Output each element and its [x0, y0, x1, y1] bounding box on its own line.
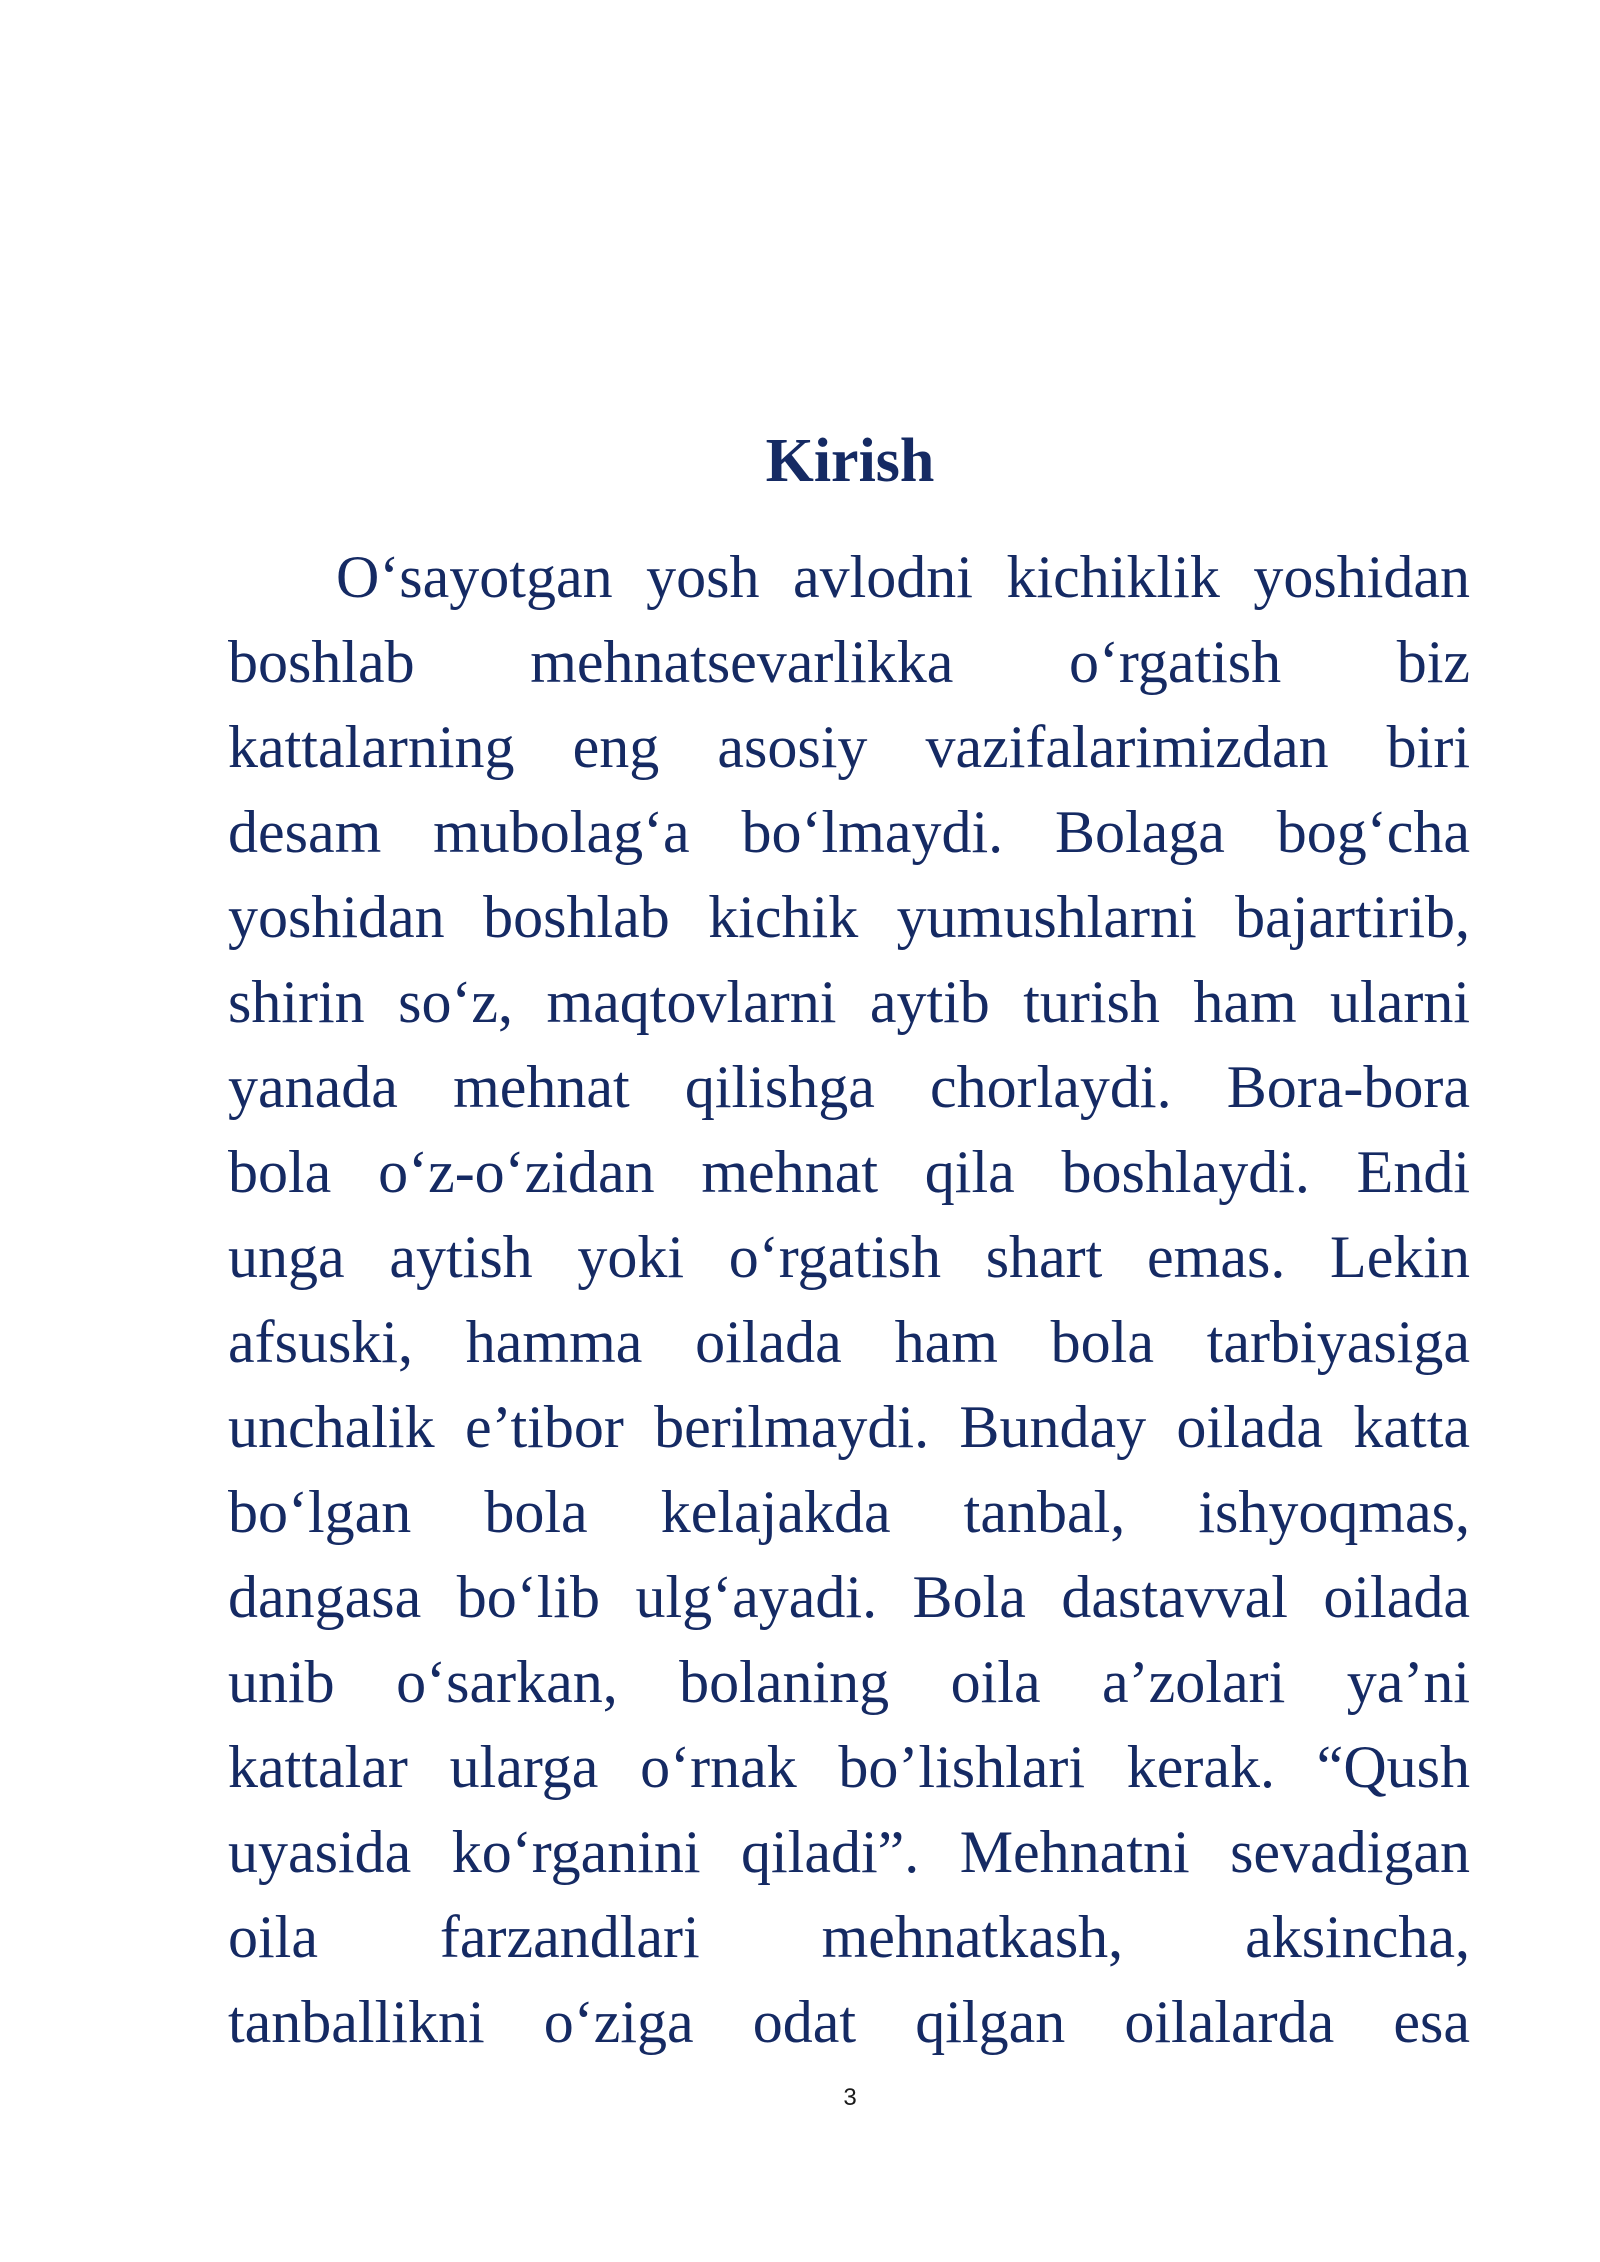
paragraph-line: kattalar ularga o‘rnak bo’lishlari kerak. “Qush — [228, 1734, 1470, 1800]
paragraph-line: kattalarning eng asosiy vazifalarimizdan biri — [228, 714, 1470, 780]
paragraph-line: bola o‘z-o‘zidan mehnat qila boshlaydi. Endi — [228, 1139, 1470, 1205]
paragraph-line: shirin so‘z, maqtovlarni aytib turish ham ularni — [228, 969, 1470, 1035]
page-title: Kirish — [765, 427, 935, 495]
page-number: 3 — [843, 2084, 857, 2111]
paragraph-line: desam mubolag‘a bo‘lmaydi. Bolaga bog‘cha — [228, 799, 1470, 865]
paragraph-line: yanada mehnat qilishga chorlaydi. Bora-bora — [228, 1054, 1470, 1120]
paragraph-line: uyasida ko‘rganini qiladi”. Mehnatni sevadigan — [228, 1819, 1470, 1885]
paragraph-line: unchalik e’tibor berilmaydi. Bunday oilada katta — [228, 1394, 1470, 1460]
paragraph-line: tanballikni o‘ziga odat qilgan oilalarda esa — [228, 1989, 1470, 2055]
paragraph-line: bo‘lgan bola kelajakda tanbal, ishyoqmas, — [228, 1479, 1470, 1545]
paragraph-line: unib o‘sarkan, bolaning oila a’zolari ya’ni — [228, 1649, 1470, 1715]
paragraph-line: unga aytish yoki o‘rgatish shart emas. Lekin — [228, 1224, 1470, 1290]
paragraph-line: dangasa bo‘lib ulg‘ayadi. Bola dastavval oilada — [228, 1564, 1470, 1630]
paragraph-line: oila farzandlari mehnatkash, aksincha, — [228, 1904, 1470, 1970]
paragraph-line: afsuski, hamma oilada ham bola tarbiyasiga — [228, 1309, 1470, 1375]
paragraph-line: boshlab mehnatsevarlikka o‘rgatish biz — [228, 629, 1470, 695]
paragraph-line: O‘sayotgan yosh avlodni kichiklik yoshidan — [336, 544, 1470, 610]
body-paragraph — [228, 535, 1470, 2065]
paragraph-line: yoshidan boshlab kichik yumushlarni bajartirib, — [228, 884, 1470, 950]
